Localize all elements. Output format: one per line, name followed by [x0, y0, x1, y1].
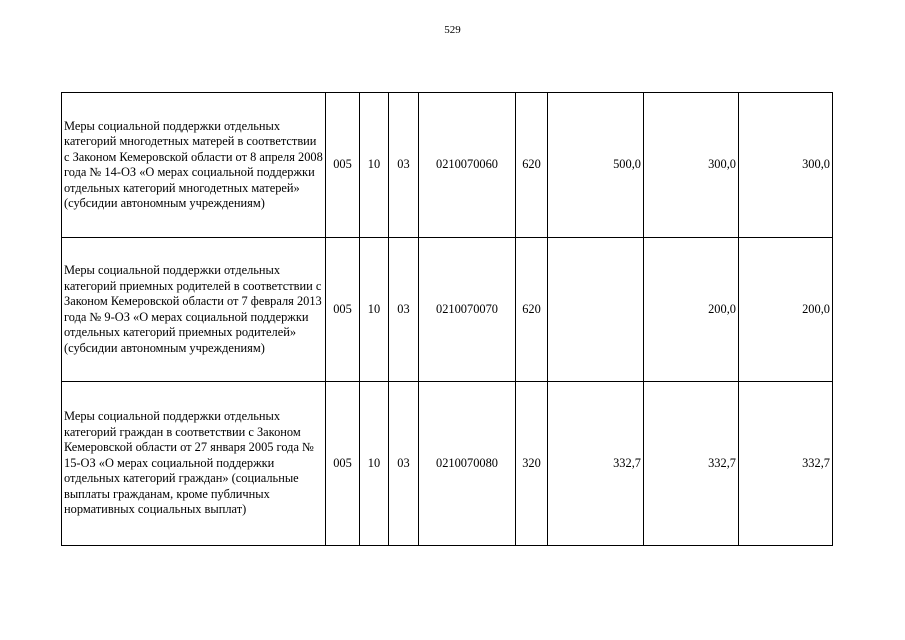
budget-table [61, 92, 833, 546]
expense-type-code: 620 [516, 238, 548, 382]
amount-cell-2: 332,7 [644, 382, 739, 546]
row-description: Меры социальной поддержки отдельных категорий граждан в соответствии с Законом Кемеровской области от 27 января 2005 года № 15-ОЗ «О мерах социальной поддержки отдельных категорий граждан» (социальные выплаты гражданам, кроме публичных нормативных социальных выплат) [62, 382, 326, 546]
target-article-code: 0210070080 [419, 382, 516, 546]
subsection-code: 03 [389, 382, 419, 546]
page-number: 529 [444, 24, 461, 36]
table-row [62, 238, 833, 382]
section-code: 10 [360, 382, 389, 546]
ministry-code: 005 [326, 238, 360, 382]
table-row [62, 93, 833, 238]
target-article-code: 0210070060 [419, 93, 516, 238]
subsection-code: 03 [389, 238, 419, 382]
expense-type-code: 320 [516, 382, 548, 546]
ministry-code: 005 [326, 93, 360, 238]
amount-cell-3: 200,0 [739, 238, 833, 382]
amount-cell-2: 300,0 [644, 93, 739, 238]
row-description: Меры социальной поддержки отдельных категорий многодетных матерей в соответствии с Законом Кемеровской области от 8 апреля 2008 года № 14-ОЗ «О мерах социальной поддержки отдельных категорий многодетных матерей» (субсидии автономным учреждениям) [62, 93, 326, 238]
row-description: Меры социальной поддержки отдельных категорий приемных родителей в соответствии с Законом Кемеровской области от 7 февраля 2013 года № 9-ОЗ «О мерах социальной поддержки отдельных категорий приемных родителей» (субсидии автономным учреждениям) [62, 238, 326, 382]
expense-type-code: 620 [516, 93, 548, 238]
amount-cell-1 [548, 238, 644, 382]
section-code: 10 [360, 238, 389, 382]
amount-cell-2: 200,0 [644, 238, 739, 382]
amount-cell-3: 300,0 [739, 93, 833, 238]
amount-cell-3: 332,7 [739, 382, 833, 546]
subsection-code: 03 [389, 93, 419, 238]
amount-cell-1: 332,7 [548, 382, 644, 546]
target-article-code: 0210070070 [419, 238, 516, 382]
ministry-code: 005 [326, 382, 360, 546]
section-code: 10 [360, 93, 389, 238]
table-row [62, 382, 833, 546]
amount-cell-1: 500,0 [548, 93, 644, 238]
